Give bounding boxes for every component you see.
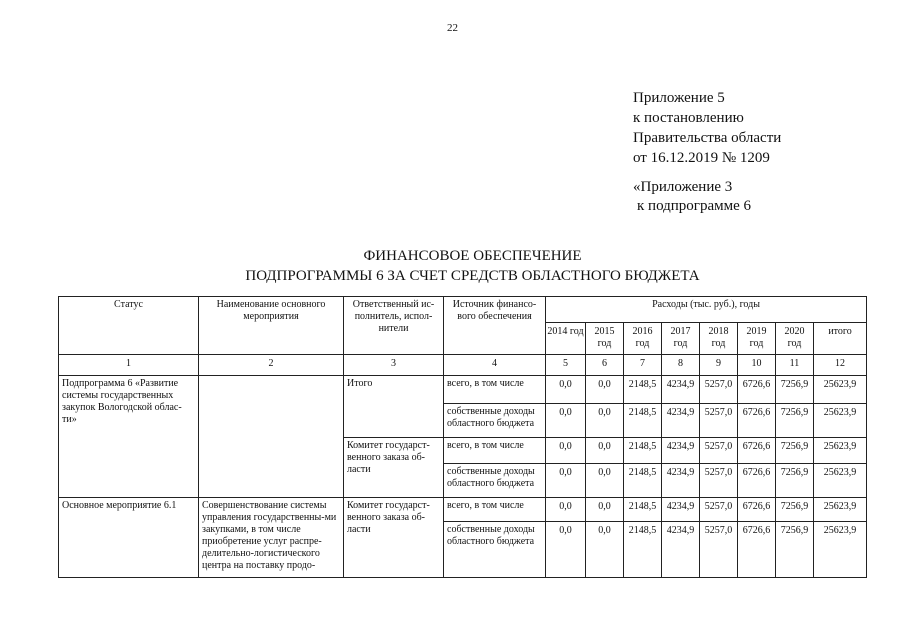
header-year: 2018 год [700, 323, 738, 355]
value-cell: 7256,9 [776, 498, 814, 522]
column-number: 10 [738, 355, 776, 376]
column-number: 9 [700, 355, 738, 376]
value-cell: 7256,9 [776, 438, 814, 464]
inner-appendix-block [633, 178, 751, 216]
value-cell: 2148,5 [624, 522, 662, 578]
value-cell: 2148,5 [624, 404, 662, 438]
value-cell: 0,0 [546, 522, 586, 578]
source-cell: собственные доходы областного бюджета [444, 404, 546, 438]
column-number: 3 [344, 355, 444, 376]
column-number: 1 [59, 355, 199, 376]
header-year: 2015 год [586, 323, 624, 355]
header-year: 2016 год [624, 323, 662, 355]
measure-status: Основное мероприятие 6.1 [59, 498, 199, 578]
value-cell: 0,0 [586, 404, 624, 438]
header-measure: Наименование основного мероприятия [199, 297, 344, 355]
value-cell: 6726,6 [738, 376, 776, 404]
value-cell: 4234,9 [662, 464, 700, 498]
executor-cell: Итого [344, 376, 444, 438]
total-cell: 25623,9 [814, 464, 867, 498]
header-total: итого [814, 323, 867, 355]
value-cell: 0,0 [546, 438, 586, 464]
appendix-block [633, 88, 781, 168]
header-expenses: Расходы (тыс. руб.), годы [546, 297, 867, 323]
source-cell: всего, в том числе [444, 376, 546, 404]
subprogram-status: Подпрограмма 6 «Развитие системы государственных закупок Вологодской облас-ти» [59, 376, 199, 498]
page-number: 22 [447, 22, 458, 34]
header-status: Статус [59, 297, 199, 355]
column-number: 4 [444, 355, 546, 376]
value-cell: 7256,9 [776, 376, 814, 404]
total-cell: 25623,9 [814, 376, 867, 404]
appendix-line: Правительства области [633, 130, 782, 146]
value-cell: 4234,9 [662, 376, 700, 404]
value-cell: 6726,6 [738, 438, 776, 464]
financing-table [58, 296, 867, 578]
document-title [0, 246, 905, 286]
column-number: 12 [814, 355, 867, 376]
header-year: 2017 год [662, 323, 700, 355]
inner-appendix-line: к подпрограмме 6 [637, 198, 751, 214]
column-number: 2 [199, 355, 344, 376]
header-year: 2019 год [738, 323, 776, 355]
header-executor: Ответственный ис-полнитель, испол-нители [344, 297, 444, 355]
value-cell: 5257,0 [700, 464, 738, 498]
column-number: 7 [624, 355, 662, 376]
header-source: Источник финансо-вого обеспечения [444, 297, 546, 355]
appendix-line: Приложение 5 [633, 90, 725, 106]
column-number: 11 [776, 355, 814, 376]
table-row [59, 498, 867, 522]
subprogram-measure [199, 376, 344, 498]
value-cell: 6726,6 [738, 498, 776, 522]
value-cell: 0,0 [586, 498, 624, 522]
value-cell: 4234,9 [662, 498, 700, 522]
title-line-1: ФИНАНСОВОЕ ОБЕСПЕЧЕНИЕ [363, 248, 582, 264]
value-cell: 2148,5 [624, 376, 662, 404]
value-cell: 2148,5 [624, 438, 662, 464]
value-cell: 5257,0 [700, 376, 738, 404]
value-cell: 0,0 [546, 464, 586, 498]
value-cell: 7256,9 [776, 522, 814, 578]
value-cell: 2148,5 [624, 498, 662, 522]
appendix-line: от 16.12.2019 № 1209 [633, 150, 770, 166]
source-cell: всего, в том числе [444, 438, 546, 464]
value-cell: 4234,9 [662, 522, 700, 578]
table-row [59, 376, 867, 404]
column-number: 5 [546, 355, 586, 376]
source-cell: собственные доходы областного бюджета [444, 522, 546, 578]
measure-name: Совершенствование системы управления государственны-ми закупками, в том числе приобретение услуг распре-делительно-логистического центра на поставку продо- [199, 498, 344, 578]
value-cell: 6726,6 [738, 404, 776, 438]
total-cell: 25623,9 [814, 438, 867, 464]
value-cell: 0,0 [586, 376, 624, 404]
value-cell: 0,0 [546, 404, 586, 438]
total-cell: 25623,9 [814, 404, 867, 438]
value-cell: 0,0 [586, 464, 624, 498]
total-cell: 25623,9 [814, 498, 867, 522]
total-cell: 25623,9 [814, 522, 867, 578]
value-cell: 5257,0 [700, 438, 738, 464]
value-cell: 2148,5 [624, 464, 662, 498]
value-cell: 6726,6 [738, 464, 776, 498]
source-cell: всего, в том числе [444, 498, 546, 522]
value-cell: 0,0 [546, 376, 586, 404]
value-cell: 7256,9 [776, 404, 814, 438]
value-cell: 4234,9 [662, 438, 700, 464]
inner-appendix-line: «Приложение 3 [633, 179, 733, 195]
value-cell: 5257,0 [700, 498, 738, 522]
appendix-line: к постановлению [633, 110, 744, 126]
header-year: 2020 год [776, 323, 814, 355]
header-year: 2014 год [546, 323, 586, 355]
value-cell: 7256,9 [776, 464, 814, 498]
value-cell: 6726,6 [738, 522, 776, 578]
executor-cell: Комитет государст-венного заказа об-ласти [344, 438, 444, 498]
executor-cell: Комитет государст-венного заказа об-ласти [344, 498, 444, 578]
source-cell: собственные доходы областного бюджета [444, 464, 546, 498]
value-cell: 0,0 [586, 522, 624, 578]
value-cell: 5257,0 [700, 522, 738, 578]
value-cell: 5257,0 [700, 404, 738, 438]
title-line-2: ПОДПРОГРАММЫ 6 ЗА СЧЕТ СРЕДСТВ ОБЛАСТНОГО БЮДЖЕТА [245, 268, 700, 284]
column-number: 6 [586, 355, 624, 376]
value-cell: 0,0 [546, 498, 586, 522]
value-cell: 0,0 [586, 438, 624, 464]
value-cell: 4234,9 [662, 404, 700, 438]
column-number: 8 [662, 355, 700, 376]
